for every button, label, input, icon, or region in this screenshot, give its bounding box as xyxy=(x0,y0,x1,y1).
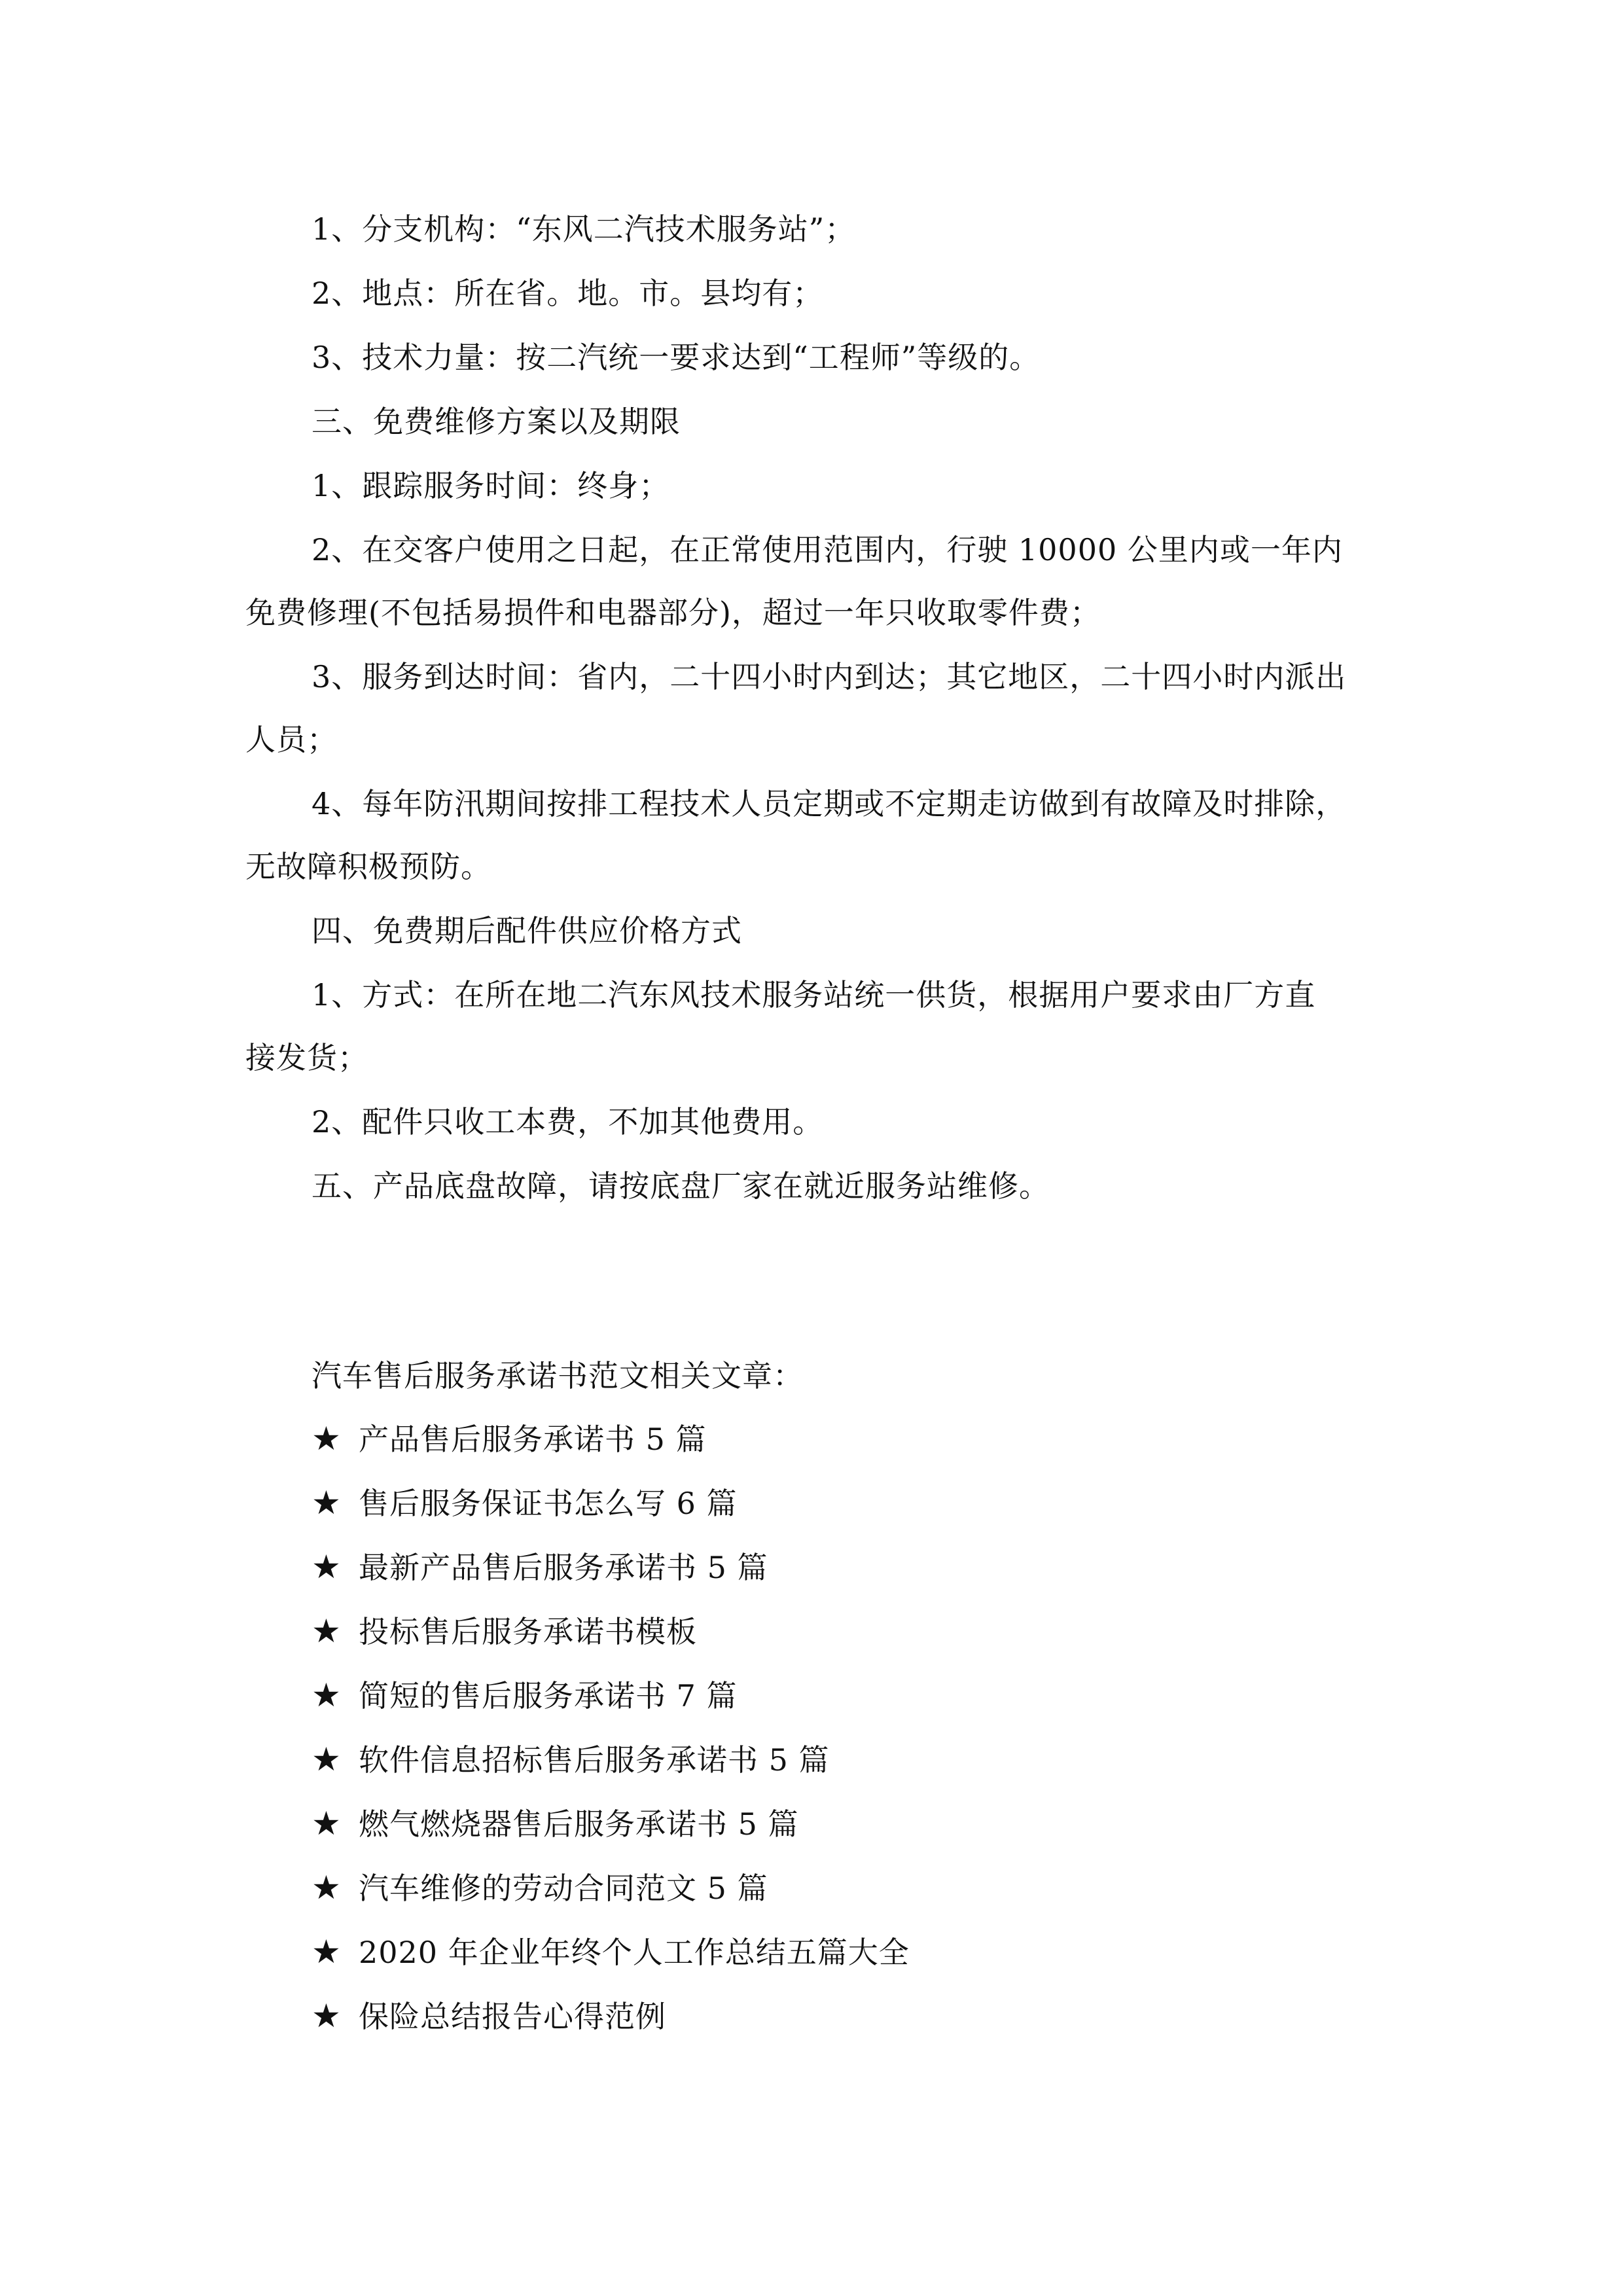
related-article-link[interactable] xyxy=(312,1419,707,1459)
star-icon: ★ xyxy=(312,1676,342,1714)
related-article-title: 售后服务保证书怎么写 6 篇 xyxy=(359,1486,738,1521)
star-icon: ★ xyxy=(312,1420,342,1458)
body-line-tracking-service: 1、跟踪服务时间：终身； xyxy=(312,468,670,503)
related-article-title: 软件信息招标售后服务承诺书 5 篇 xyxy=(359,1742,830,1778)
section-heading-parts-supply: 四、免费期后配件供应价格方式 xyxy=(312,913,742,948)
star-icon: ★ xyxy=(312,1484,342,1522)
related-article-link[interactable] xyxy=(312,1868,768,1908)
star-icon: ★ xyxy=(312,1548,342,1586)
related-article-title: 燃气燃烧器售后服务承诺书 5 篇 xyxy=(359,1806,799,1842)
related-articles-heading: 汽车售后服务承诺书范文相关文章： xyxy=(312,1358,804,1393)
related-article-title: 简短的售后服务承诺书 7 篇 xyxy=(359,1678,738,1713)
body-line-arrival-time-1: 3、服务到达时间：省内，二十四小时内到达；其它地区，二十四小时内派出 xyxy=(312,659,1347,694)
related-article-link[interactable] xyxy=(312,1611,697,1651)
body-line-flood-season-1: 4、每年防汛期间按排工程技术人员定期或不定期走访做到有故障及时排除， xyxy=(312,786,1347,821)
related-article-link[interactable] xyxy=(312,1676,738,1715)
star-icon: ★ xyxy=(312,1933,342,1971)
related-article-link[interactable] xyxy=(312,1740,830,1780)
body-line-location: 2、地点：所在省。地。市。县均有； xyxy=(312,276,824,311)
related-article-title: 产品售后服务承诺书 5 篇 xyxy=(359,1422,707,1457)
related-article-title: 2020 年企业年终个人工作总结五篇大全 xyxy=(359,1935,910,1970)
related-article-link[interactable] xyxy=(312,1804,799,1844)
related-article-link[interactable] xyxy=(312,1996,666,2036)
related-article-title: 保险总结报告心得范例 xyxy=(359,1999,666,2034)
star-icon: ★ xyxy=(312,1740,342,1778)
body-line-free-repair-2: 免费修理(不包括易损件和电器部分)，超过一年只收取零件费； xyxy=(245,595,1101,630)
body-line-supply-method-1: 1、方式：在所在地二汽东风技术服务站统一供货，根据用户要求由厂方直 xyxy=(312,977,1316,1013)
related-article-title: 汽车维修的劳动合同范文 5 篇 xyxy=(359,1871,768,1906)
body-line-technical-strength: 3、技术力量：按二汽统一要求达到“工程师”等级的。 xyxy=(312,340,1041,375)
body-line-branch: 1、分支机构：“东风二汽技术服务站”； xyxy=(312,211,856,247)
body-line-arrival-time-2: 人员； xyxy=(245,722,338,757)
star-icon: ★ xyxy=(312,1869,342,1907)
body-line-flood-season-2: 无故障积极预防。 xyxy=(245,849,491,884)
star-icon: ★ xyxy=(312,1612,342,1650)
section-heading-free-repair: 三、免费维修方案以及期限 xyxy=(312,404,681,439)
body-line-parts-cost: 2、配件只收工本费，不加其他费用。 xyxy=(312,1104,824,1139)
related-article-link[interactable] xyxy=(312,1932,910,1972)
section-heading-chassis-fault: 五、产品底盘故障，请按底盘厂家在就近服务站维修。 xyxy=(312,1168,1050,1204)
related-article-link[interactable] xyxy=(312,1547,768,1587)
star-icon: ★ xyxy=(312,1804,342,1842)
body-line-supply-method-2: 接发货； xyxy=(245,1040,368,1075)
related-article-title: 最新产品售后服务承诺书 5 篇 xyxy=(359,1550,768,1585)
body-line-free-repair-1: 2、在交客户使用之日起，在正常使用范围内，行驶 10000 公里内或一年内 xyxy=(312,532,1343,567)
related-article-title: 投标售后服务承诺书模板 xyxy=(359,1614,697,1649)
related-article-link[interactable] xyxy=(312,1483,738,1523)
star-icon: ★ xyxy=(312,1997,342,2035)
